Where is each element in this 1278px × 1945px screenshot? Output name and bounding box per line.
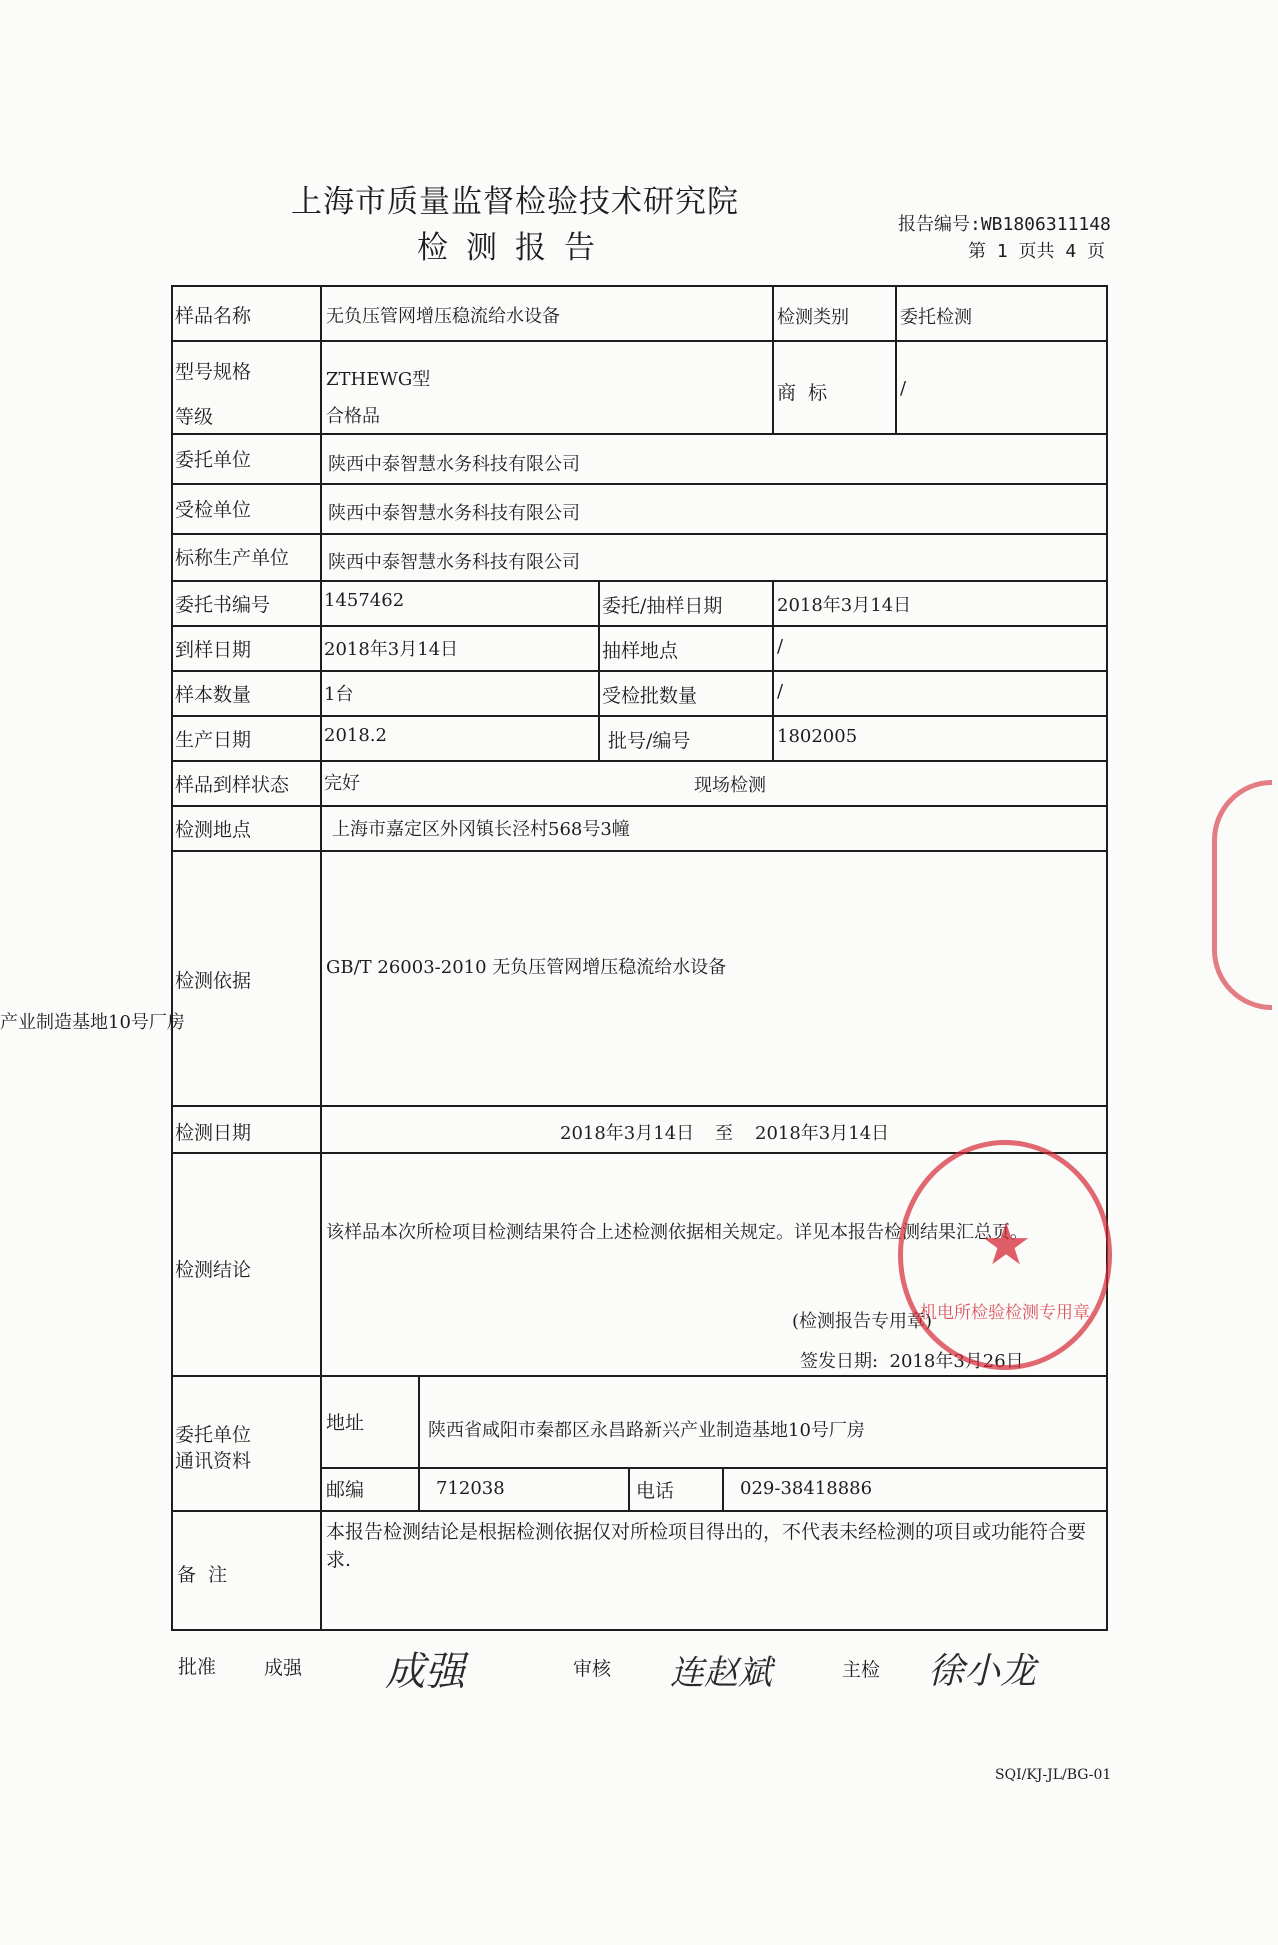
client-value: 陕西中泰智慧水务科技有限公司 [328, 454, 580, 475]
edge-seal [1212, 780, 1272, 1010]
conclusion-label: 检测结论 [175, 1259, 252, 1281]
col-divider [772, 580, 774, 760]
row-divider [171, 340, 1108, 342]
manufacturer-label: 标称生产单位 [175, 547, 290, 569]
row-divider [171, 580, 1108, 582]
contact-label-line1: 委托单位 [175, 1424, 252, 1446]
grade-value: 合格品 [326, 406, 380, 427]
sampling-place-label: 抽样地点 [602, 640, 679, 662]
contact-label-line2: 通讯资料 [175, 1450, 252, 1472]
seal-note: (检测报告专用章) [792, 1311, 933, 1332]
test-location-label: 检测地点 [175, 819, 252, 841]
row-divider [171, 1375, 1108, 1377]
sample-name-label: 样品名称 [175, 305, 252, 327]
address-value: 陕西省咸阳市秦都区永昌路新兴产业制造基地10号厂房 [428, 1420, 865, 1441]
test-location: 上海市嘉定区外冈镇长泾村568号3幢 [332, 819, 630, 840]
seal-text: 机电所检验检测专用章 [920, 1303, 1090, 1323]
onsite-test: 现场检测 [694, 775, 766, 796]
inspector-label: 主检 [842, 1659, 881, 1681]
batch-qty: / [777, 681, 784, 702]
col-divider [895, 285, 897, 433]
sampling-place: / [777, 636, 784, 657]
col-divider [772, 285, 774, 433]
production-date-label: 生产日期 [175, 729, 252, 751]
test-date-to-word: 至 [715, 1123, 733, 1144]
row-divider [320, 1467, 1108, 1469]
test-category-label: 检测类别 [777, 307, 849, 328]
sampling-date: 2018年3月14日 [777, 595, 912, 616]
batch-qty-label: 受检批数量 [602, 685, 698, 707]
production-date: 2018.2 [324, 725, 387, 746]
approve-label: 批准 [178, 1656, 217, 1678]
institute-title: 上海市质量监督检验技术研究院 [291, 184, 739, 220]
sample-name: 无负压管网增压稳流给水设备 [326, 306, 560, 327]
arrival-date: 2018年3月14日 [324, 639, 459, 660]
model-label: 型号规格 [175, 361, 252, 383]
test-date-label: 检测日期 [175, 1122, 252, 1144]
row-divider [171, 850, 1108, 852]
col-divider [418, 1375, 420, 1510]
grade-label: 等级 [175, 406, 214, 428]
arrival-state: 完好 [324, 773, 360, 794]
phone-label: 电话 [636, 1480, 675, 1502]
test-date-from: 2018年3月14日 [560, 1123, 695, 1144]
inspected-unit-label: 受检单位 [175, 499, 252, 521]
arrival-date-label: 到样日期 [175, 639, 252, 661]
model-value: ZTHEWG型 [326, 369, 431, 390]
commission-no-label: 委托书编号 [175, 594, 271, 616]
row-divider [171, 715, 1108, 717]
report-title: 检测报告 [417, 230, 613, 266]
row-divider [171, 1105, 1108, 1107]
col-divider [320, 285, 322, 1631]
batch-no: 1802005 [777, 726, 858, 747]
row-divider [171, 483, 1108, 485]
col-divider [598, 580, 600, 760]
inspector-signature: 徐小龙 [928, 1651, 1037, 1692]
quantity-value: 1台 [324, 684, 354, 705]
postcode-value: 712038 [436, 1478, 505, 1499]
report-number: 报告编号:WB1806311148 [898, 214, 1111, 235]
address-label: 地址 [326, 1412, 365, 1434]
conclusion-text: 该样品本次所检项目检测结果符合上述检测依据相关规定。详见本报告检测结果汇总页。 [326, 1222, 1028, 1243]
arrival-state-label: 样品到样状态 [175, 774, 290, 796]
remarks-line2: 求. [326, 1549, 352, 1571]
phone-value: 029-38418886 [740, 1478, 873, 1499]
row-divider [171, 805, 1108, 807]
col-divider [628, 1467, 630, 1510]
quantity-label: 样本数量 [175, 684, 252, 706]
manufacturer-value: 陕西中泰智慧水务科技有限公司 [328, 552, 580, 573]
client-label: 委托单位 [175, 449, 252, 471]
row-divider [171, 670, 1108, 672]
form-code: SQI/KJ-JL/BG-01 [995, 1767, 1112, 1783]
commission-no: 1457462 [324, 590, 405, 611]
basis-label: 检测依据 [175, 970, 252, 992]
trademark-value: / [900, 378, 907, 399]
row-divider [171, 433, 1108, 435]
page-info: 第 1 页共 4 页 [968, 241, 1106, 262]
sampling-date-label: 委托/抽样日期 [602, 595, 723, 617]
approve-signature: 成强 [385, 1649, 465, 1695]
basis-value: GB/T 26003-2010 无负压管网增压稳流给水设备 [326, 957, 727, 978]
approve-name: 成强 [264, 1657, 303, 1679]
trademark-label: 商 标 [777, 382, 828, 404]
remarks-label: 备 注 [177, 1564, 228, 1586]
test-category: 委托检测 [900, 307, 972, 328]
test-date-to: 2018年3月14日 [755, 1123, 890, 1144]
batch-no-label: 批号/编号 [608, 730, 691, 752]
inspected-unit-value: 陕西中泰智慧水务科技有限公司 [328, 503, 580, 524]
bleed-through-text: 产业制造基地10号厂房 [0, 1012, 185, 1033]
review-label: 审核 [573, 1658, 612, 1680]
review-signature: 连赵斌 [670, 1653, 772, 1693]
postcode-label: 邮编 [326, 1479, 365, 1501]
row-divider [171, 1510, 1108, 1512]
row-divider [171, 760, 1108, 762]
col-divider [722, 1467, 724, 1510]
row-divider [171, 625, 1108, 627]
seal-star-icon: ★ [980, 1210, 1032, 1278]
remarks-line1: 本报告检测结论是根据检测依据仅对所检项目得出的，不代表未经检测的项目或功能符合要 [326, 1521, 1087, 1543]
issue-date: 签发日期: 2018年3月26日 [800, 1351, 1024, 1372]
row-divider [171, 533, 1108, 535]
